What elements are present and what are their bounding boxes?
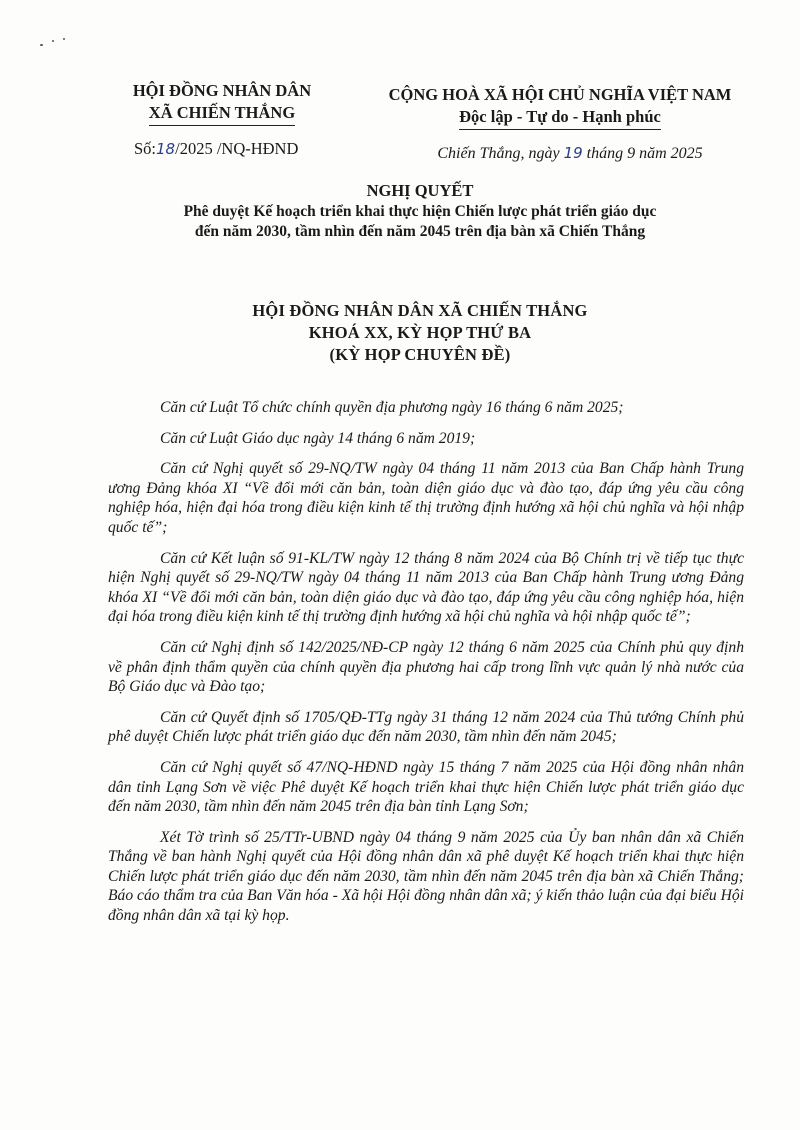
- subject-line-1: Phê duyệt Kế hoạch triển khai thực hiện Chiến lược phát triển giáo dục: [183, 203, 657, 220]
- scan-speck: [52, 40, 54, 42]
- issuing-council: [90, 300, 750, 366]
- council-name: HỘI ĐỒNG NHÂN DÂN: [132, 81, 312, 100]
- nation-name: CỘNG HOÀ XÃ HỘI CHỦ NGHĨA VIỆT NAM: [388, 85, 732, 104]
- number-prefix: Số:: [134, 139, 157, 158]
- basis-paragraph: Căn cứ Kết luận số 91-KL/TW ngày 12 tháng 8 năm 2024 của Bộ Chính trị về tiếp tục thực hiện Nghị quyết số 29-NQ/TW ngày 04 tháng 11 năm 2013 của Ban Chấp hành Trung ương Đảng khóa XI “Về đổi mới căn bản, toàn diện giáo dục và đào tạo, đáp ứng yêu cầu công nghiệp hóa, hiện đại hóa trong điều kiện kinh tế thị trường định hướng xã hội chủ nghĩa và hội nhập quốc tế”;: [108, 549, 744, 626]
- national-header: [360, 84, 760, 165]
- scan-speck: [63, 38, 65, 40]
- commune-name: XÃ CHIẾN THẮNG: [149, 102, 295, 126]
- basis-paragraph: Căn cứ Nghị định số 142/2025/NĐ-CP ngày 12 tháng 6 năm 2025 của Chính phủ quy định về phân định thẩm quyền của chính quyền địa phương hai cấp trong lĩnh vực quản lý nhà nước của Bộ Giáo dục và Đào tạo;: [108, 638, 744, 696]
- basis-paragraph: Căn cứ Luật Tổ chức chính quyền địa phương ngày 16 tháng 6 năm 2025;: [160, 399, 624, 416]
- council-heading: HỘI ĐỒNG NHÂN DÂN XÃ CHIẾN THẮNG: [252, 301, 588, 320]
- date-prefix: Chiến Thắng, ngày: [437, 145, 560, 162]
- basis-paragraph: Căn cứ Nghị quyết số 29-NQ/TW ngày 04 tháng 11 năm 2013 của Ban Chấp hành Trung ương Đảng khóa XI “Về đổi mới căn bản, toàn diện giáo dục và đào tạo, đáp ứng yêu cầu công nghiệp hóa, hiện đại hóa trong điều kiện kinh tế thị trường định hướng xã hội chủ nghĩa và hội nhập quốc tế”;: [108, 460, 744, 536]
- number-suffix: /2025 /NQ-HĐND: [175, 139, 299, 158]
- document-title: [90, 180, 750, 242]
- date-suffix: tháng 9 năm 2025: [586, 145, 703, 162]
- legal-basis: [108, 398, 744, 937]
- handwritten-number: 18: [156, 140, 176, 158]
- document-type: NGHỊ QUYẾT: [366, 181, 474, 200]
- session-type: (KỲ HỌP CHUYÊN ĐỀ): [329, 345, 511, 364]
- subject-line-2: đến năm 2030, tầm nhìn đến năm 2045 trên địa bàn xã Chiến Thắng: [194, 223, 646, 240]
- document-number: [112, 138, 332, 160]
- national-motto: Độc lập - Tự do - Hạnh phúc: [459, 106, 661, 130]
- document-date: [360, 142, 760, 165]
- scan-speck: [40, 44, 43, 46]
- basis-paragraph: Căn cứ Quyết định số 1705/QĐ-TTg ngày 31 tháng 12 năm 2024 của Thủ tướng Chính phủ phê duyệt Chiến lược phát triển giáo dục đến năm 2030, tầm nhìn đến năm 2045;: [108, 708, 744, 746]
- basis-paragraph: Căn cứ Luật Giáo dục ngày 14 tháng 6 năm 2019;: [160, 429, 476, 447]
- basis-paragraph: Căn cứ Nghị quyết số 47/NQ-HĐND ngày 15 tháng 7 năm 2025 của Hội đồng nhân nhân dân tỉnh Lạng Sơn về việc Phê duyệt Kế hoạch triển khai thực hiện Chiến lược phát triển giáo dục đến năm 2030, tầm nhìn đến năm 2045 trên địa bàn tỉnh Lạng Sơn;: [108, 758, 744, 816]
- session-heading: KHOÁ XX, KỲ HỌP THỨ BA: [308, 323, 532, 342]
- issuing-body-header: [112, 80, 332, 160]
- handwritten-day: 19: [563, 144, 583, 162]
- consideration-paragraph: Xét Tờ trình số 25/TTr-UBND ngày 04 tháng 9 năm 2025 của Ủy ban nhân dân xã Chiến Thắng về ban hành Nghị quyết của Hội đồng nhân dân xã phê duyệt Kế hoạch triển khai thực hiện Chiến lược phát triển giáo dục đến năm 2030, tầm nhìn đến năm 2045 trên địa bàn xã Chiến Thắng; Báo cáo thẩm tra của Ban Văn hóa - Xã hội Hội đồng nhân dân xã; ý kiến thảo luận của đại biểu Hội đồng nhân dân xã tại kỳ họp.: [108, 828, 744, 925]
